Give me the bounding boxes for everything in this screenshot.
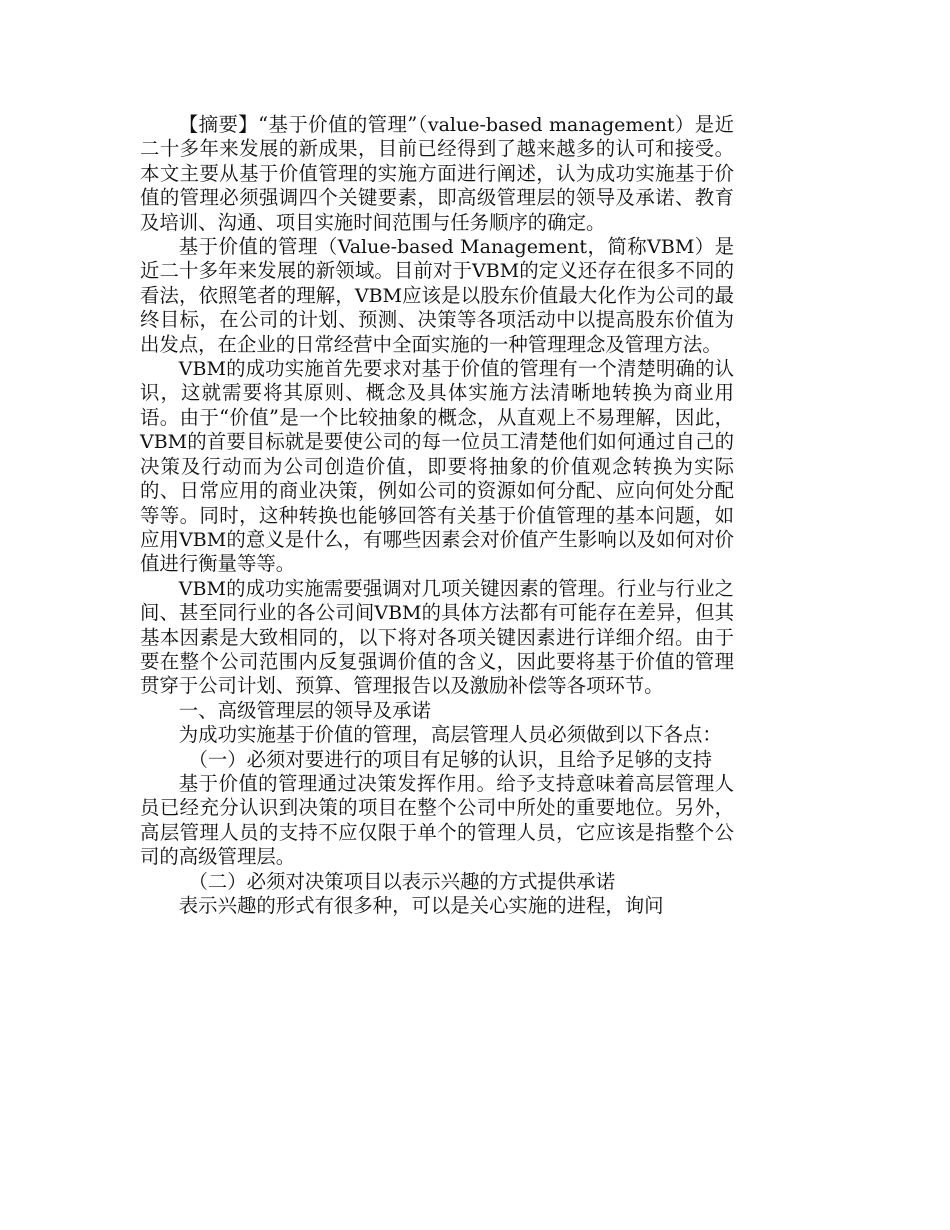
paragraph-abstract [140, 113, 734, 235]
paragraph-definition [140, 235, 734, 357]
paragraph-key-factors [140, 577, 734, 699]
document-body [140, 113, 734, 918]
body-text: 为成功实施基于价值的管理，高层管理人员必须做到以下各点： [178, 723, 722, 747]
subsection-heading [140, 748, 734, 772]
body-text: 的具体方法都有可能存在差异，但其基本因素是大致相同的，以下将对各项关键因素进行详细介绍。由于要在整个公司范围内反复强调价值的含义，因此要将基于价值的管理贯穿于公司计划、预算、管理报告以及激励补偿等各项环节。 [140, 601, 735, 698]
heading-text: 一、高级管理层的领导及承诺 [178, 698, 431, 722]
body-text: 表示兴趣的形式有很多种，可以是关心实施的进程，询问 [178, 894, 664, 917]
abstract-text: 【摘要】“基于价值的管理”（ [178, 113, 428, 136]
body-text: 应该是以股东价值最大化作为公司的最终目标，在公司的计划、预测、决策等各项活动中以提高股东价值为出发点，在企业的日常经营中全面实施的一种管理理念及管理方法。 [140, 283, 735, 356]
paragraph-requirements [140, 723, 734, 747]
body-text: 的定义还存在很多不同的看法，依照笔者的理解， [140, 259, 735, 307]
body-text: 的成功实施首先要求对基于价值的管理有一个清楚明确的认识，这就需要将其原则、概念及具体实施方法清晰地转换为商业用语。由于“价值”是一个比较抽象的概念，从直观上不易理解，因此， [140, 357, 734, 429]
subheading-text: （二）必须对决策项目以表示兴趣的方式提供承诺 [188, 869, 616, 893]
body-text: ）是近二十多年来发展的新领域。目前对于 [140, 235, 735, 283]
body-text: 的首要目标就是要使公司的每一位员工清楚他们如何通过自己的决策及行动而为公司创造价值，即要将抽象的价值观念转换为实际的、日常应用的商业决策，例如公司的资源如何分配、应向何处分配等等。同时，这种转换也能够回答有关基于价值管理的基本问题，如应用 [140, 430, 734, 551]
body-text: 基于价值的管理（ [178, 235, 338, 259]
abstract-text: ）是近二十多年来发展的新成果，目前已经得到了越来越多的认可和接受。本文主要从基于价值管理的实施方面进行阐述，认为成功实施基于价值的管理必须强调四个关键要素，即高级管理层的领导及承诺、教育及培训、沟通、项目实施时间范围与任务顺序的确定。 [140, 113, 734, 234]
vbm-term: VBM [178, 358, 226, 381]
paragraph-support [140, 772, 734, 870]
vbm-term: VBM [354, 284, 402, 307]
vbm-term: VBM [179, 528, 227, 551]
subsection-heading [140, 870, 734, 894]
paragraph-interest [140, 894, 734, 918]
body-text: 基于价值的管理通过决策发挥作用。给予支持意味着高层管理人员已经充分认识到决策的项目在整个公司中所处的重要地位。另外，高层管理人员的支持不应仅限于单个的管理人员，它应该是指整个公司的高级管理层。 [140, 771, 734, 869]
body-text: 的意义是什么，有哪些因素会对价值产生影响以及如何对价值进行衡量等等。 [140, 527, 734, 576]
paragraph-understanding [140, 357, 734, 577]
body-text: ，简称 [587, 235, 648, 259]
vbm-term: VBM [472, 260, 520, 283]
vbm-term: VBM [374, 602, 422, 625]
english-term: Value-based Management [337, 236, 588, 259]
vbm-term: VBM [178, 577, 226, 600]
subheading-text: （一）必须对要进行的项目有足够的认识，且给予足够的支持 [188, 747, 713, 771]
body-text: 的成功实施需要强调对几项关键因素的管理。行业与行业之间、甚至同行业的各公司间 [140, 576, 734, 625]
english-term: value-based management [427, 114, 675, 136]
vbm-term: VBM [647, 236, 695, 259]
section-heading [140, 699, 734, 723]
vbm-term: VBM [140, 431, 188, 454]
